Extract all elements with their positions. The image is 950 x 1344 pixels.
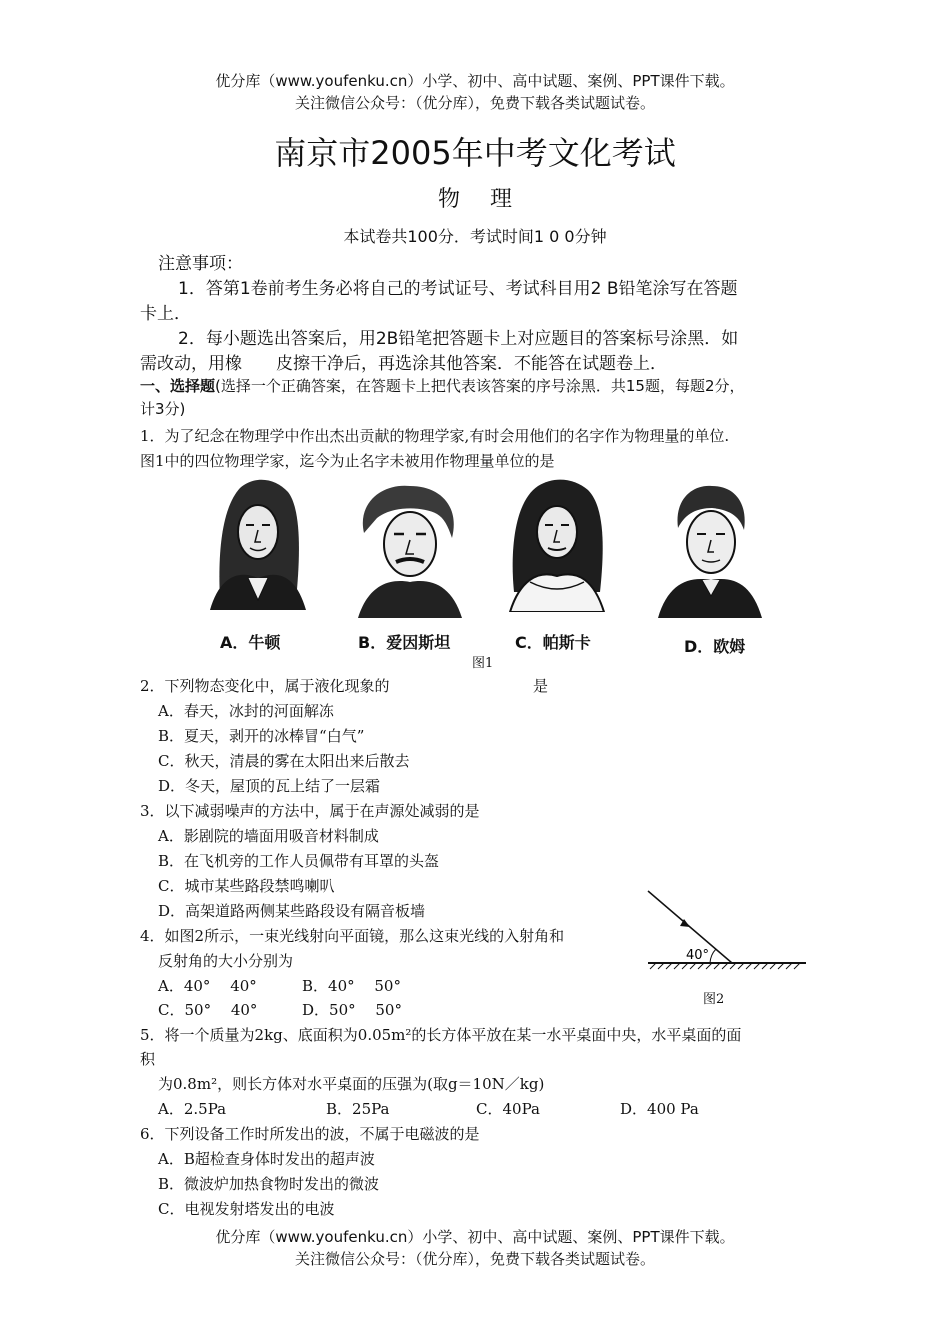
q2-option-b: B．夏天，剥开的冰棒冒“白气” xyxy=(158,727,365,745)
note-2-line-1: 2．每小题选出答案后，用2B铅笔把答题卡上对应题目的答案标号涂黑．如 xyxy=(178,329,739,349)
q5-line-3: 为0.8m²，则长方体对水平桌面的压强为(取g＝10N／kg) xyxy=(158,1075,545,1093)
q5-option-a: A．2.5Pa xyxy=(158,1100,227,1118)
q2-option-d: D．冬天，屋顶的瓦上结了一层霜 xyxy=(158,777,381,795)
q6-option-c: C．电视发射塔发出的电波 xyxy=(158,1200,335,1218)
q2-option-c: C．秋天，清晨的雾在太阳出来后散去 xyxy=(158,752,410,770)
q6-option-a: A．B超检查身体时发出的超声波 xyxy=(158,1150,375,1168)
q1-label-d: D．欧姆 xyxy=(684,637,746,656)
q5-line-2: 积 xyxy=(140,1050,156,1068)
q1-label-a: A．牛顿 xyxy=(220,633,281,652)
q1-line-2: 图1中的四位物理学家，迄今为止名字未被用作物理量单位的是 xyxy=(140,452,555,470)
q1-label-b: B．爱因斯坦 xyxy=(358,633,451,652)
figure-2-caption: 图2 xyxy=(703,992,725,1007)
figure-2-mirror-diagram xyxy=(640,885,810,975)
header-line-1: 优分库（www.youfenku.cn）小学、初中、高中试题、案例、PPT课件下载。 xyxy=(215,72,735,90)
q3-stem: 3．以下减弱噪声的方法中，属于在声源处减弱的是 xyxy=(140,802,480,820)
q4-option-a: A．40° 40° xyxy=(158,977,257,995)
note-1-line-2: 卡上． xyxy=(140,304,191,324)
note-2-line-2: 需改动，用橡 皮擦干净后，再选涂其他答案．不能答在试题卷上． xyxy=(140,354,667,374)
portrait-einstein xyxy=(352,478,464,618)
header-line-2: 关注微信公众号：（优分库），免费下载各类试题试卷。 xyxy=(294,94,655,112)
portrait-pascal xyxy=(500,472,612,612)
q4-option-c: C．50° 40° xyxy=(158,1001,258,1019)
portrait-newton xyxy=(200,470,312,610)
portrait-ohm xyxy=(652,478,764,618)
q3-option-d: D．高架道路两侧某些路段设有隔音板墙 xyxy=(158,902,426,920)
footer-line-2: 关注微信公众号：（优分库），免费下载各类试题试卷。 xyxy=(294,1250,655,1268)
q4-option-d: D．50° 50° xyxy=(302,1001,402,1019)
section-1-desc-2: 计3分) xyxy=(140,400,186,418)
q5-option-c: C．40Pa xyxy=(476,1100,540,1118)
q5-option-d: D．400 Pa xyxy=(620,1100,699,1118)
section-1-desc: (选择一个正确答案，在答题卡上把代表该答案的序号涂黑．共15题，每题2分， xyxy=(215,377,745,395)
angle-arc xyxy=(710,949,716,963)
notes-heading: 注意事项： xyxy=(158,254,243,274)
q4-line-2: 反射角的大小分别为 xyxy=(158,952,294,970)
q4-option-b: B．40° 50° xyxy=(302,977,401,995)
footer-line-1: 优分库（www.youfenku.cn）小学、初中、高中试题、案例、PPT课件下载。 xyxy=(215,1228,735,1246)
q4-line-1: 4．如图2所示，一束光线射向平面镜，那么这束光线的入射角和 xyxy=(140,927,565,945)
q1-line-1: 1．为了纪念在物理学中作出杰出贡献的物理学家,有时会用他们的名字作为物理量的单位. xyxy=(140,427,730,445)
q1-label-c: C．帕斯卡 xyxy=(515,633,591,652)
q2-option-a: A．春天，冰封的河面解冻 xyxy=(158,702,334,720)
exam-title: 南京市2005年中考文化考试 xyxy=(274,134,676,172)
q6-option-b: B．微波炉加热食物时发出的微波 xyxy=(158,1175,380,1193)
angle-label: 40° xyxy=(686,948,710,963)
q2-stem: 2．下列物态变化中，属于液化现象的 xyxy=(140,677,390,695)
note-1-line-1: 1．答第1卷前考生务必将自己的考试证号、考试科目用2 B铅笔涂写在答题 xyxy=(178,279,738,299)
section-1-label: 一、选择题 xyxy=(140,377,216,395)
exam-subject: 物理 xyxy=(437,187,542,212)
q3-option-c: C．城市某些路段禁鸣喇叭 xyxy=(158,877,335,895)
q3-option-b: B．在飞机旁的工作人员佩带有耳罩的头盔 xyxy=(158,852,440,870)
q2-stem-end: 是 xyxy=(533,677,549,695)
figure-1-caption: 图1 xyxy=(472,656,494,671)
exam-info: 本试卷共100分．考试时间1 0 0分钟 xyxy=(343,227,607,246)
q5-option-b: B．25Pa xyxy=(326,1100,390,1118)
q5-line-1: 5．将一个质量为2kg、底面积为0.05m²的长方体平放在某一水平桌面中央，水平桌面的面 xyxy=(140,1026,742,1044)
q3-option-a: A．影剧院的墙面用吸音材料制成 xyxy=(158,827,379,845)
q6-stem: 6．下列设备工作时所发出的波，不属于电磁波的是 xyxy=(140,1125,480,1143)
section-1-heading xyxy=(140,375,745,396)
